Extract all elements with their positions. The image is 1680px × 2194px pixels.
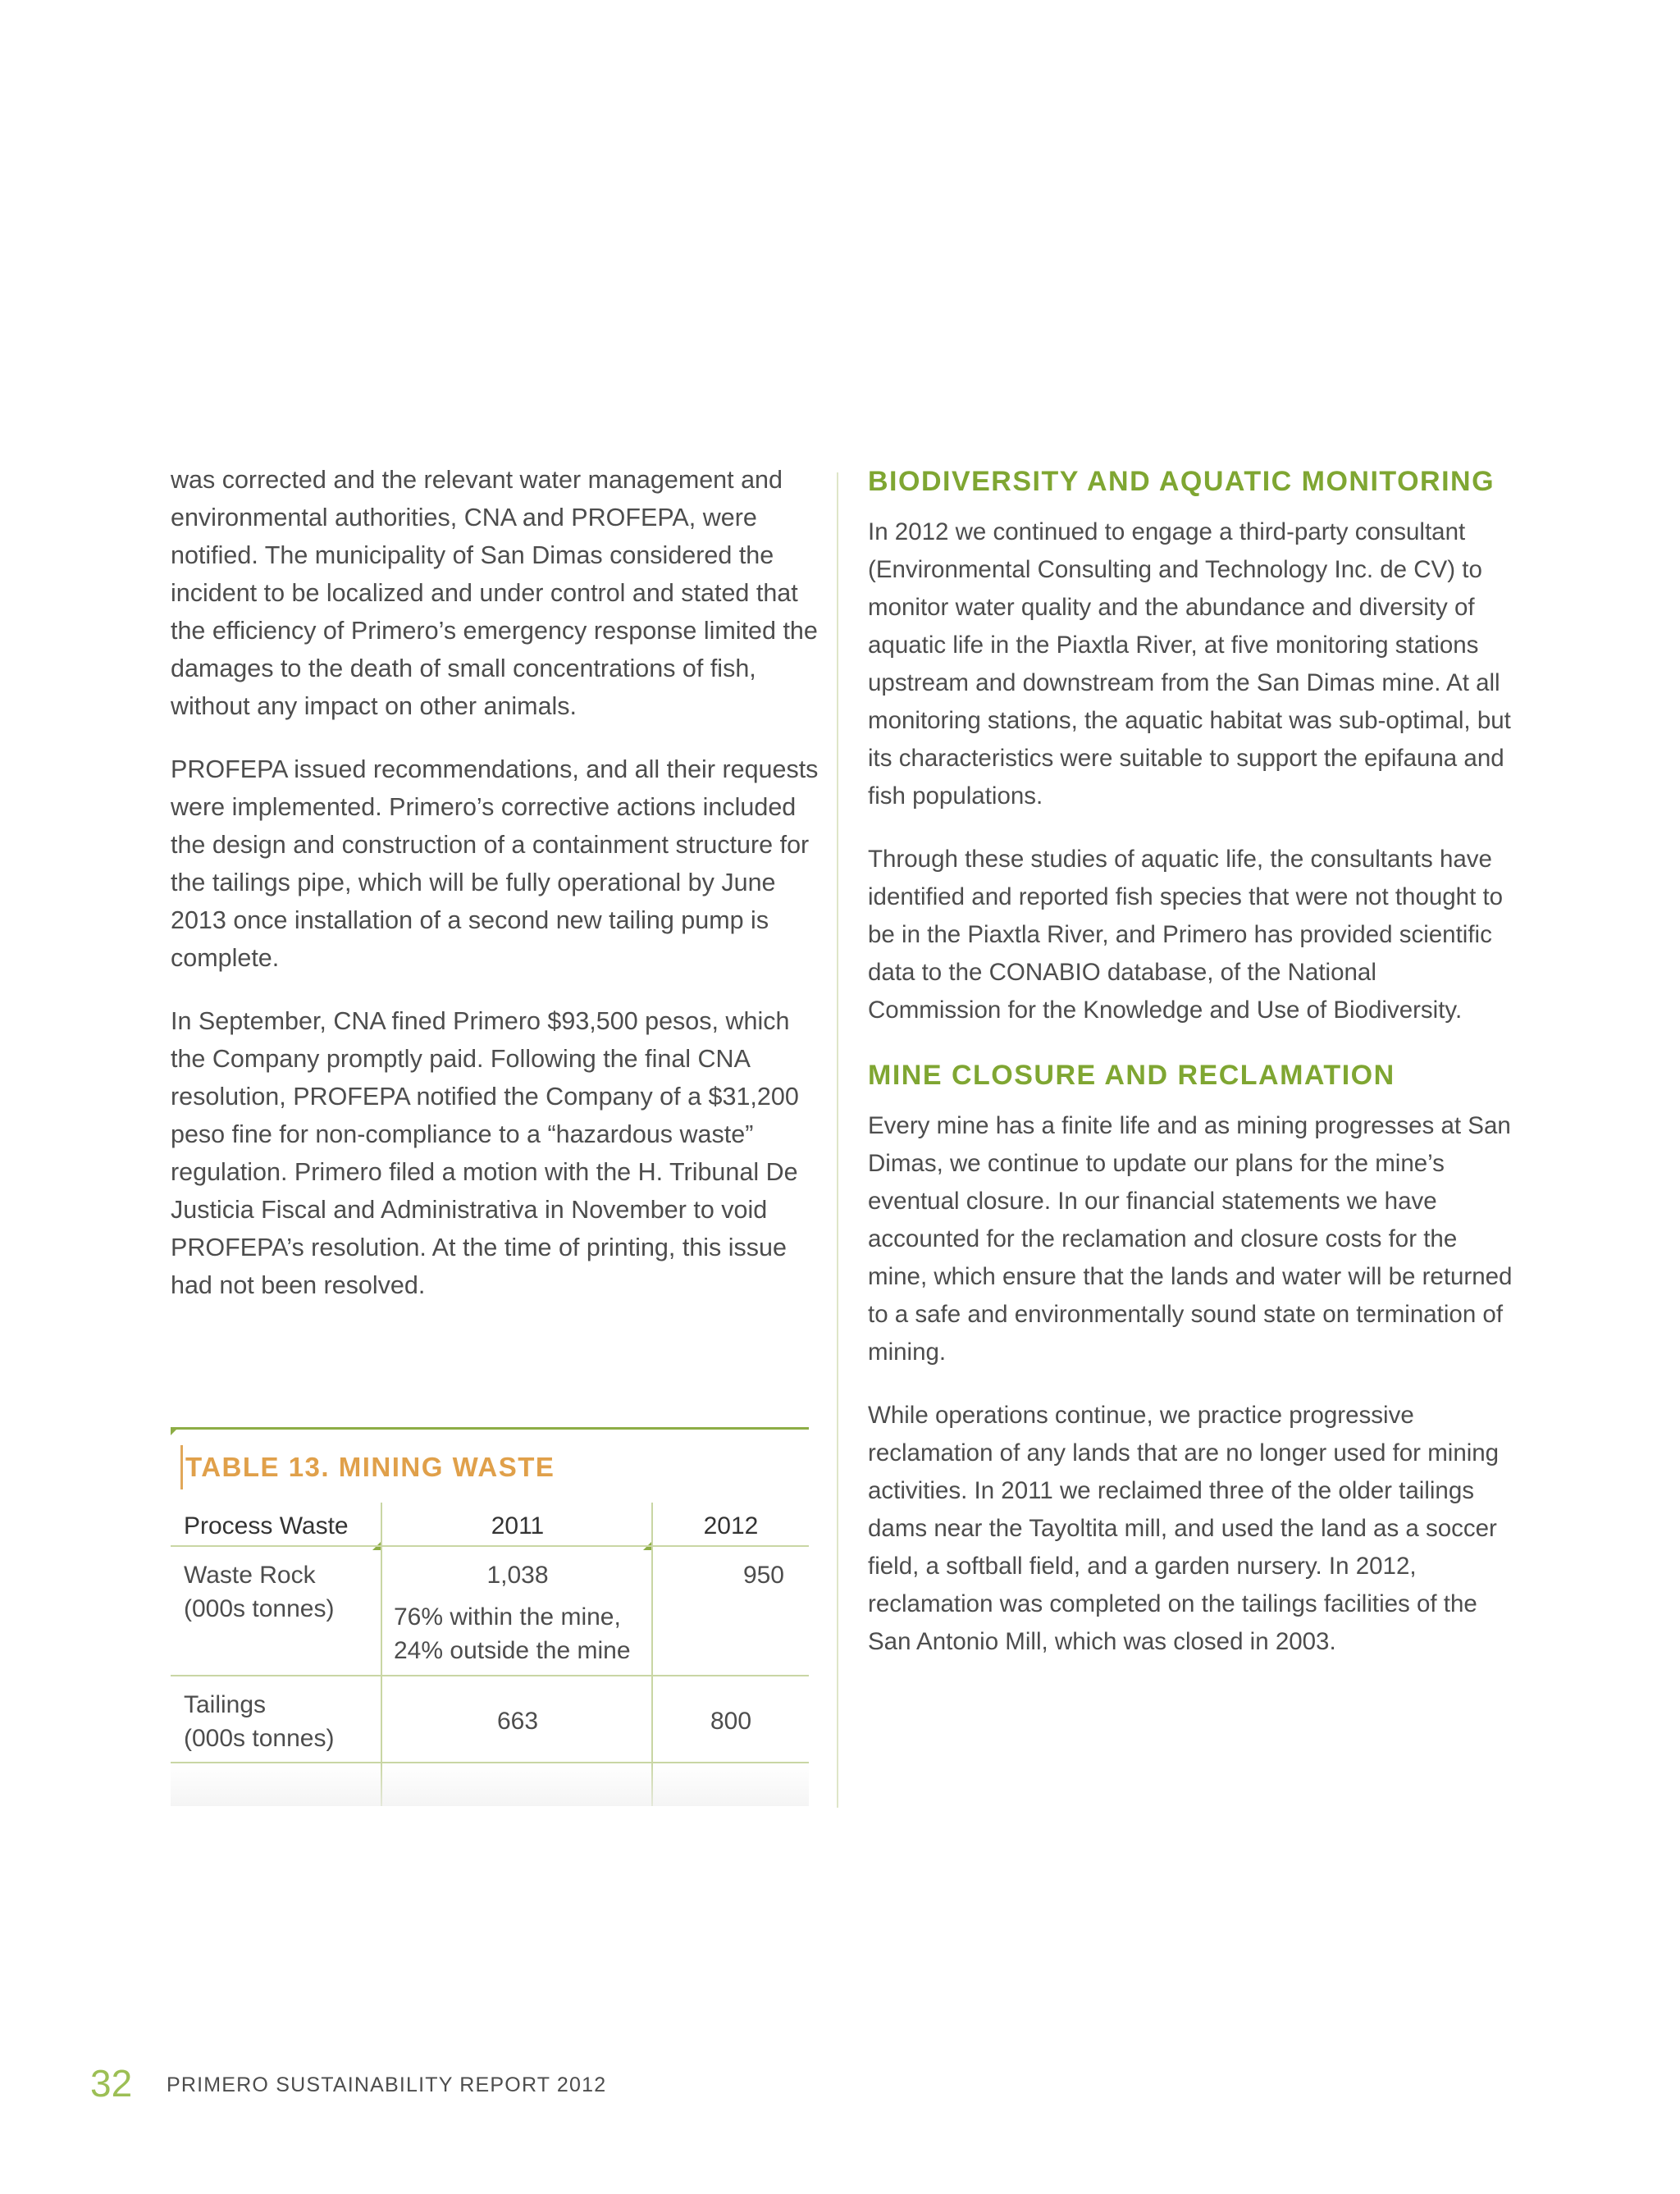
paragraph-biodiversity-2: Through these studies of aquatic life, the consultants have identified and reported fish species that were not thought to be in the Piaxtla River, and Primero has provided scientific data to the CONABIO database, of the National Commission for the Knowledge and Use of Biodiversity. xyxy=(868,846,1504,1024)
left-column xyxy=(171,461,819,1330)
heading-biodiversity: BIODIVERSITY AND AQUATIC MONITORING xyxy=(868,466,1495,497)
column-rule xyxy=(651,1503,653,1806)
paragraph-profepa-recommendations: PROFEPA issued recommendations, and all their requests were implemented. Primero’s corrective actions included the design and construction of a containment structure for the tailings pipe, which will be fully operational by June 2013 once installation of a second new tailing pump is complete. xyxy=(171,755,819,972)
tailings-2012: 800 xyxy=(710,1708,752,1735)
table-title: TABLE 13. MINING WASTE xyxy=(185,1452,555,1482)
page-number: 32 xyxy=(90,2062,133,2105)
header-process-waste: Process Waste xyxy=(184,1512,349,1539)
table-title-bar xyxy=(180,1445,183,1489)
row-rule xyxy=(171,1675,809,1676)
row-waste-rock-label: Waste Rock xyxy=(184,1562,316,1589)
paragraph-biodiversity-1: In 2012 we continued to engage a third-party consultant (Environmental Consulting and Technology Inc. de CV) to monitor water quality and the abundance and diversity of aquatic life in the Piaxtla River, at five monitoring stations upstream and downstream from the San Dimas mine. At all monitoring stations, the aquatic habitat was sub-optimal, but its characteristics were suitable to support the epifauna and fish populations. xyxy=(868,518,1511,810)
row-tailings-label: Tailings xyxy=(184,1691,267,1718)
column-divider xyxy=(837,472,838,1808)
column-rule xyxy=(381,1503,382,1806)
waste-rock-2011-note-line1: 76% within the mine, xyxy=(394,1603,621,1631)
header-2011: 2011 xyxy=(491,1512,545,1539)
paragraph-mine-closure-2: While operations continue, we practice progressive reclamation of any lands that are no longer used for mining activities. In 2011 we reclaimed three of the older tailings dams near the Tayoltita mill, and used the land as a soccer field, a softball field, and a garden nursery. In 2012, reclamation was completed on the tailings facilities of the San Antonio Mill, which was closed in 2003. xyxy=(868,1402,1500,1655)
report-title: PRIMERO SUSTAINABILITY REPORT 2012 xyxy=(167,2073,607,2096)
header-2012: 2012 xyxy=(703,1512,759,1539)
tailings-2011: 663 xyxy=(496,1708,539,1735)
table-top-rule xyxy=(171,1427,809,1430)
waste-rock-2011-note-line2: 24% outside the mine xyxy=(394,1637,631,1664)
row-waste-rock-unit: (000s tonnes) xyxy=(184,1595,335,1622)
row-tailings-unit: (000s tonnes) xyxy=(184,1725,335,1752)
header-rule xyxy=(171,1545,809,1547)
paragraph-fines: In September, CNA fined Primero $93,500 pesos, which the Company promptly paid. Following the final CNA resolution, PROFEPA notified the Company of a $31,200 peso fine for non-compliance to a “hazardous waste” regulation. Primero filed a motion with the H. Tribunal De Justicia Fiscal and Administrativa in November to void PROFEPA’s resolution. At the time of printing, this issue had not been resolved. xyxy=(171,1007,799,1299)
mining-waste-table xyxy=(171,1427,809,1806)
empty-row-shade xyxy=(171,1763,809,1806)
table-corner-marker xyxy=(171,1427,179,1435)
waste-rock-2012: 950 xyxy=(742,1562,784,1589)
waste-rock-2011: 1,038 xyxy=(486,1562,549,1589)
right-column xyxy=(868,461,1516,1686)
paragraph-incident-correction: was corrected and the relevant water management and environmental authorities, CNA and PROFEPA, were notified. The municipality of San Dimas considered the incident to be localized and under control and stated that the efficiency of Primero’s emergency response limited the damages to the death of small concentrations of fish, without any impact on other animals. xyxy=(171,466,818,720)
heading-mine-closure: MINE CLOSURE AND RECLAMATION xyxy=(868,1060,1395,1091)
paragraph-mine-closure-1: Every mine has a finite life and as mining progresses at San Dimas, we continue to update our plans for the mine’s eventual closure. In our financial statements we have accounted for the reclamation and closure costs for the mine, which ensure that the lands and water will be returned to a safe and environmentally sound state on termination of mining. xyxy=(868,1112,1513,1366)
